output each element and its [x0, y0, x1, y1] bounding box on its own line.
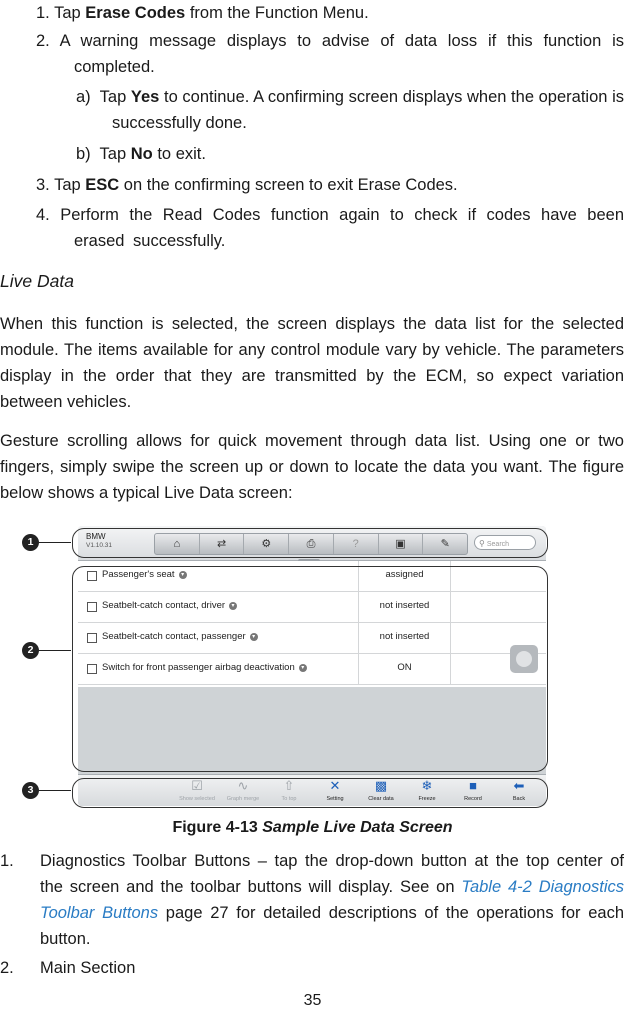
- step-number: 1.: [36, 4, 50, 22]
- chevron-down-icon[interactable]: ▾: [179, 571, 187, 579]
- description-number: 1.: [0, 852, 14, 870]
- parameter-name: Passenger's seat ▾: [102, 568, 187, 582]
- step-2: 2. A warning message displays to advise of data loss if this function is completed.: [36, 32, 624, 76]
- show-selected-button[interactable]: ☑ Show selected: [174, 775, 220, 806]
- clear-data-button[interactable]: ▩ Clear data: [358, 775, 404, 806]
- parameter-name: Seatbelt-catch contact, passenger ▾: [102, 630, 258, 644]
- graph-merge-button[interactable]: ∿ Graph merge: [220, 775, 266, 806]
- callout-1: 1: [22, 534, 39, 551]
- figure-caption: [0, 817, 625, 839]
- chevron-down-icon[interactable]: ▾: [250, 633, 258, 641]
- step-letter: b): [76, 145, 91, 163]
- search-input[interactable]: ⚲ Search: [474, 535, 536, 550]
- figure-title: Sample Live Data Screen: [262, 819, 453, 836]
- wrench-icon: ✕: [329, 778, 341, 793]
- section-heading: Live Data: [0, 271, 74, 291]
- step-number: 2.: [36, 32, 50, 50]
- help-icon[interactable]: ?: [334, 534, 379, 554]
- parameter-name: Switch for front passenger airbag deactivation ▾: [102, 661, 307, 675]
- callout-leader: [39, 650, 71, 651]
- live-data-figure: [22, 518, 550, 808]
- parameter-value: assigned: [385, 569, 424, 580]
- to-top-button[interactable]: ⇧ To top: [266, 775, 312, 806]
- search-icon: ⚲: [479, 539, 485, 548]
- save-icon[interactable]: ▣: [379, 534, 424, 554]
- settings-icon[interactable]: ⚙: [244, 534, 289, 554]
- vehicle-brand: BMW: [86, 532, 106, 541]
- software-version: V1.10.31: [86, 542, 113, 549]
- chevron-down-icon[interactable]: ▾: [229, 602, 237, 610]
- description-1: Diagnostics Toolbar Buttons – tap the drop-down button at the top center of the screen and the toolbar buttons will display. See on Table 4-2 Diagnostics Toolbar Buttons page 27 for detailed descriptions of the operations for each button.: [40, 852, 625, 948]
- back-button[interactable]: ⬅ Back: [496, 775, 542, 806]
- callout-leader: [39, 542, 71, 543]
- back-arrow-icon: ⬅: [513, 778, 525, 793]
- home-icon[interactable]: ⌂: [155, 534, 200, 554]
- edit-icon[interactable]: ✎: [440, 538, 450, 550]
- paragraph-gesture-scrolling: Gesture scrolling allows for quick movement through data list. Using one or two fingers, simply swipe the screen up or down to locate the data you want. The figure below shows a typical Live Data screen:: [0, 432, 624, 502]
- parameter-value: not inserted: [379, 631, 430, 642]
- to-top-icon: ⇧: [283, 778, 295, 793]
- step-4: 4. Perform the Read Codes function again to check if codes have been erased successfully.: [36, 206, 624, 250]
- parameter-value: not inserted: [379, 600, 430, 611]
- graph-merge-icon: ∿: [237, 778, 249, 793]
- record-button[interactable]: ■ Record: [450, 775, 496, 806]
- callout-frame-main-section: [72, 566, 548, 772]
- ui-term: Erase Codes: [85, 4, 186, 22]
- vehicle-swap-icon[interactable]: ⇄: [200, 534, 245, 554]
- ui-term: No: [130, 145, 153, 163]
- page-number: 35: [303, 992, 322, 1009]
- parameter-value: ON: [397, 662, 412, 673]
- ui-term: ESC: [85, 176, 120, 194]
- step-1: 1. Tap Erase Codes from the Function Menu.: [36, 4, 369, 22]
- callout-3: 3: [22, 782, 39, 799]
- step-letter: a): [76, 88, 91, 106]
- step-2b: b) Tap No to exit.: [76, 145, 206, 163]
- snowflake-icon: ❄: [421, 778, 433, 793]
- callout-leader: [39, 790, 71, 791]
- callout-2: 2: [22, 642, 39, 659]
- setting-button[interactable]: ✕ Setting: [312, 775, 358, 806]
- description-number: 2.: [0, 959, 14, 977]
- show-selected-icon: ☑: [191, 778, 203, 793]
- step-3: 3. Tap ESC on the confirming screen to exit Erase Codes.: [36, 176, 458, 194]
- callout-frame-toolbar: [72, 528, 548, 558]
- trash-icon: ▩: [374, 778, 388, 793]
- figure-label: Figure 4-13: [172, 819, 258, 836]
- camera-icon: ■: [469, 778, 477, 793]
- print-icon[interactable]: ⎙: [289, 534, 334, 554]
- ui-term: Yes: [130, 88, 160, 106]
- step-2a: a) Tap Yes to continue. A confirming screen displays when the operation is successfully done.: [76, 88, 624, 132]
- step-number: 4.: [36, 206, 50, 224]
- table-reference-link[interactable]: Table 4-2 Diagnostics Toolbar Buttons: [40, 878, 624, 922]
- callout-frame-functional-buttons: [72, 778, 548, 808]
- step-number: 3.: [36, 176, 50, 194]
- freeze-button[interactable]: ❄ Freeze: [404, 775, 450, 806]
- chevron-down-icon[interactable]: ▾: [299, 664, 307, 672]
- paragraph-live-data-intro: When this function is selected, the screen displays the data list for the selected module. The items available for any control module vary by vehicle. The parameters display in the order that they are transmitted by the ECM, so expect variation between vehicles.: [0, 315, 624, 411]
- description-2: Main Section: [40, 959, 136, 977]
- parameter-name: Seatbelt-catch contact, driver ▾: [102, 599, 237, 613]
